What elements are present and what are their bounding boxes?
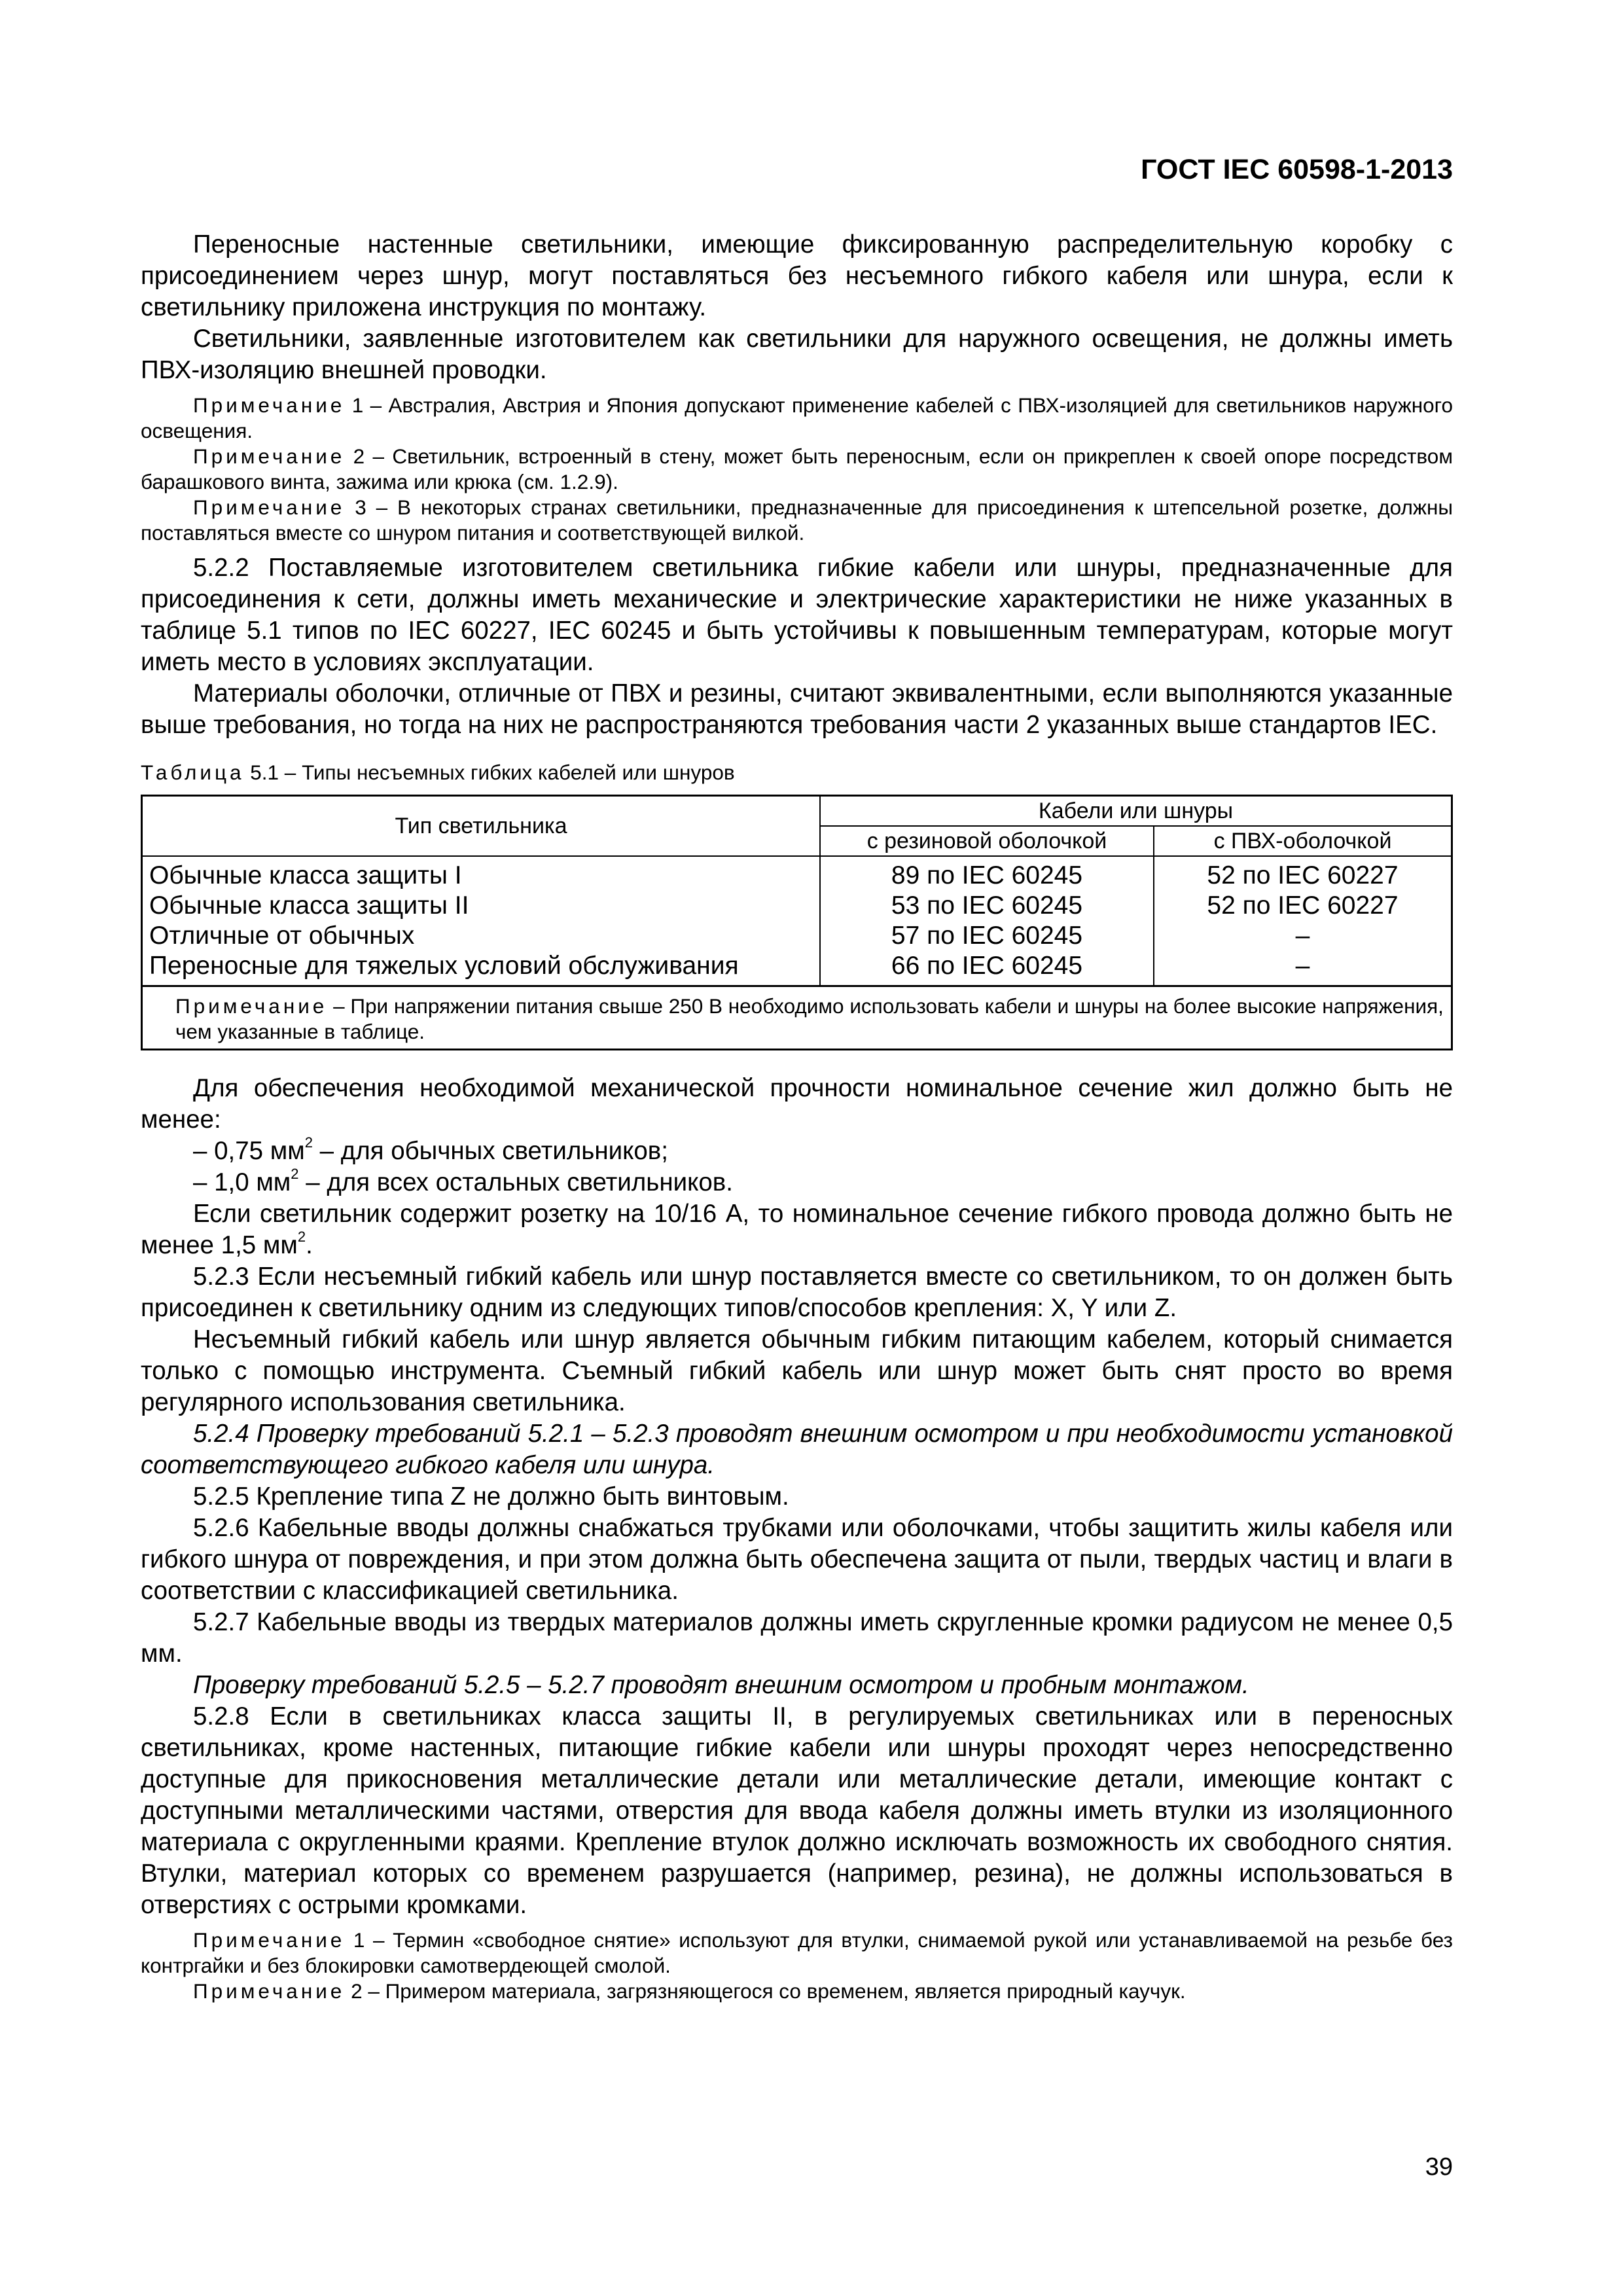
- intro-paragraph-2: Светильники, заявленные изготовителем как светильники для наружного освещения, не должны иметь ПВХ-изоляцию внешней проводки.: [141, 325, 1453, 384]
- table-note-row: [142, 986, 1452, 1050]
- col-header-type: Тип светильника: [142, 796, 821, 857]
- table-caption-label: Таблица: [141, 761, 245, 784]
- cable-types-table: [141, 795, 1453, 1050]
- list-item-text: – для обычных светильников;: [312, 1137, 668, 1165]
- cross-section-intro: Для обеспечения необходимой механической прочности номинальное сечение жил должно быть не менее:: [141, 1074, 1453, 1134]
- table-caption: [141, 759, 1453, 785]
- table-caption-text: 5.1 – Типы несъемных гибких кабелей или шнуров: [244, 761, 735, 784]
- note-text: 1 – Термин «свободное снятие» используют для втулки, снимаемой рукой или устанавливаемой на резьбе без контргайки и без блокировки самотвердеющей смолой.: [141, 1928, 1453, 1977]
- page-content: [141, 229, 1453, 2004]
- col-header-pvc: с ПВХ-оболочкой: [1154, 826, 1452, 856]
- table-cell-pvc: –: [1295, 952, 1310, 980]
- section-5-2-4: 5.2.4 Проверку требований 5.2.1 – 5.2.3 проводят внешним осмотром и при необходимости установкой соответствующего гибкого кабеля или шнура.: [141, 1420, 1453, 1479]
- list-item-text: – 1,0 мм: [193, 1168, 291, 1196]
- note-a2: [141, 444, 1453, 495]
- table-cell-pvc: 52 по IEC 60227: [1207, 891, 1399, 920]
- note-label: Примечание: [193, 393, 346, 417]
- note-label: Примечание: [193, 1979, 346, 2003]
- note-label: Примечание: [193, 444, 346, 468]
- superscript: 2: [304, 1134, 313, 1151]
- note-text: 1 – Австралия, Австрия и Япония допускают применение кабелей с ПВХ-изоляцией для светильников наружного освещения.: [141, 393, 1453, 442]
- table-cell-rubber: 89 по IEC 60245: [891, 861, 1083, 889]
- table-cell-rubber: 57 по IEC 60245: [891, 922, 1083, 950]
- section-5-2-2: 5.2.2 Поставляемые изготовителем светильника гибкие кабели или шнуры, предназначенные для присоединения к сети, должны иметь механические и электрические характеристики не ниже указанных в таблице 5.1 типов по IEC 60227, IEC 60245 и быть устойчивы к повышенным температурам, которые могут иметь место в условиях эксплуатации.: [141, 554, 1453, 676]
- note-text: 3 – В некоторых странах светильники, предназначенные для присоединения к штепсельной розетке, должны поставляться вместе со шнуром питания и соответствующей вилкой.: [141, 495, 1453, 545]
- table-note-text: – При напряжении питания свыше 250 В необходимо использовать кабели и шнуры на более высокие напряжения, чем указанные в таблице.: [175, 994, 1444, 1043]
- intro-paragraph-1: Переносные настенные светильники, имеющие фиксированную распределительную коробку с присоединением через шнур, могут поставляться без несъемного гибкого кабеля или шнура, если к светильнику приложена инструкция по монтажу.: [141, 230, 1453, 321]
- list-item: [193, 1167, 1453, 1198]
- pvc-column: [1154, 856, 1452, 986]
- section-5-2-6: 5.2.6 Кабельные вводы должны снабжаться трубками или оболочками, чтобы защитить жилы кабеля или гибкого шнура от повреждения, и при этом должна быть обеспечена защита от пыли, твердых частиц и влаги в соответствии с классификацией светильника.: [141, 1514, 1453, 1605]
- sheath-materials-paragraph: Материалы оболочки, отличные от ПВХ и резины, считают эквивалентными, если выполняются указанные выше требования, но тогда на них не распространяются требования части 2 указанных выше стандартов IEC.: [141, 679, 1453, 739]
- table-cell-rubber: 66 по IEC 60245: [891, 952, 1083, 980]
- table-note: [142, 986, 1452, 1050]
- socket-text: .: [306, 1231, 313, 1259]
- table-cell-rubber: 53 по IEC 60245: [891, 891, 1083, 920]
- note-b1: [141, 1928, 1453, 1979]
- list-item-text: – 0,75 мм: [193, 1137, 305, 1165]
- note-text: 2 – Примером материала, загрязняющегося со временем, является природный каучук.: [345, 1979, 1186, 2003]
- note-b2: [141, 1979, 1453, 2004]
- table-note-label: Примечание: [175, 994, 328, 1018]
- cross-section-list: [141, 1136, 1453, 1198]
- note-label: Примечание: [193, 495, 346, 519]
- page-number: 39: [1425, 2153, 1453, 2181]
- col-header-cables: Кабели или шнуры: [820, 796, 1452, 827]
- socket-text: Если светильник содержит розетку на 10/16 А, то номинальное сечение гибкого провода должно быть не менее 1,5 мм: [141, 1200, 1453, 1259]
- note-a1: [141, 393, 1453, 444]
- section-5-2-7: 5.2.7 Кабельные вводы из твердых материалов должны иметь скругленные кромки радиусом не менее 0,5 мм.: [141, 1608, 1453, 1668]
- table-body-row: [142, 856, 1452, 986]
- list-item-text: – для всех остальных светильников.: [298, 1168, 733, 1196]
- rubber-column: [820, 856, 1154, 986]
- section-5-2-3-cont: Несъемный гибкий кабель или шнур является обычным гибким питающим кабелем, который снимается только с помощью инструмента. Съемный гибкий кабель или шнур может быть снят просто во время регулярного использования светильника.: [141, 1325, 1453, 1416]
- section-5-2-5: 5.2.5 Крепление типа Z не должно быть винтовым.: [193, 1482, 789, 1511]
- section-5-2-3: 5.2.3 Если несъемный гибкий кабель или шнур поставляется вместе со светильником, то он должен быть присоединен к светильнику одним из следующих типов/способов крепления: X, Y или Z.: [141, 1263, 1453, 1322]
- table-cell-type: Переносные для тяжелых условий обслуживания: [149, 952, 739, 980]
- superscript: 2: [291, 1166, 299, 1183]
- list-item: [193, 1136, 1453, 1167]
- table-cell-pvc: 52 по IEC 60227: [1207, 861, 1399, 889]
- note-label: Примечание: [193, 1928, 346, 1952]
- col-header-rubber: с резиновой оболочкой: [820, 826, 1154, 856]
- note-text: 2 – Светильник, встроенный в стену, может быть переносным, если он прикреплен к своей опоре посредством барашкового винта, зажима или крюка (см. 1.2.9).: [141, 444, 1453, 493]
- section-5-2-8: 5.2.8 Если в светильниках класса защиты II, в регулируемых светильниках или в переносных светильниках, кроме настенных, питающие гибкие кабели или шнуры проходят через непосредственно доступные для прикосновения металлические детали или металлические детали, имеющие контакт с доступными металлическими частями, отверстия для ввода кабеля должны иметь втулки из изоляционного материала с округленными краями. Крепление втулок должно исключать возможность их свободного снятия. Втулки, материал которых со временем разрушается (например, резина), не должны использоваться в отверстиях с острыми кромками.: [141, 1702, 1453, 1919]
- table-cell-type: Отличные от обычных: [149, 922, 415, 950]
- note-a3: [141, 495, 1453, 546]
- table-cell-pvc: –: [1295, 922, 1310, 950]
- table-cell-type: Обычные класса защиты II: [149, 891, 469, 920]
- table-cell-type: Обычные класса защиты I: [149, 861, 462, 889]
- type-column: [142, 856, 821, 986]
- socket-paragraph: [141, 1198, 1453, 1261]
- doc-number-header: ГОСТ IEC 60598-1-2013: [1141, 154, 1453, 185]
- superscript: 2: [297, 1229, 306, 1246]
- section-5-2-7-check: Проверку требований 5.2.5 – 5.2.7 проводят внешним осмотром и пробным монтажом.: [193, 1671, 1249, 1699]
